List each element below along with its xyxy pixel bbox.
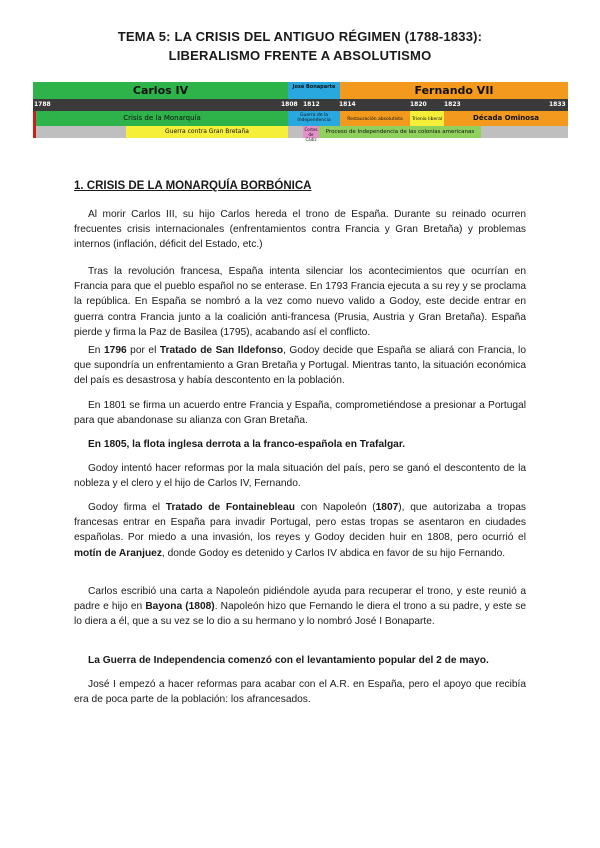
period-restauracion (340, 111, 410, 126)
year-1823: 1823 (444, 101, 461, 108)
year-1788: 1788 (34, 101, 51, 108)
title-line-1: TEMA 5: LA CRISIS DEL ANTIGUO RÉGIMEN (1788-1833): (117, 29, 483, 44)
reign-jose-label: José Bonaparte (292, 84, 336, 90)
year-1833: 1833 (549, 101, 566, 108)
event-guerra-gran-bretana: Guerra contra Gran Bretaña (126, 126, 288, 138)
period-trienio-liberal (410, 111, 444, 126)
event-cortes-cadiz (303, 126, 319, 142)
reign-fernando-vii: Fernando VII (340, 82, 568, 99)
years-bar (33, 99, 568, 111)
paragraph-6: Godoy intentó hacer reformas por la mala situación del país, pero se ganó el descontento de la nobleza y el clero y el hijo de Carlos IV, Fernando. (74, 463, 526, 490)
event-proceso-independencia: Proceso de Independencia de las colonias americanas (319, 126, 481, 138)
year-1820: 1820 (410, 101, 427, 108)
period-crisis-monarquia: Crisis de la Monarquía (36, 111, 288, 126)
year-1814: 1814 (339, 101, 356, 108)
paragraph-7: Godoy firma el Tratado de Fontainebleau con Napoleón (1807), que autorizaba a tropas francesas entrar en España para invadir Portugal, pero estas tropas se asentaron en ciudades españolas. Por miedo a una invasión, los reyes y Godoy deciden huir en 1808, pero ocurrió el motín de Aranjuez, donde Godoy es detenido y Carlos IV abdica en favor de su hijo Fernando. (74, 502, 526, 559)
paragraph-4: En 1801 se firma un acuerdo entre Francia y España, comprometiéndose a presionar a Portugal para que abandonase su alianza con Gran Bretaña. (74, 400, 526, 427)
paragraph-1: Al morir Carlos III, su hijo Carlos hereda el trono de España. Durante su reinado ocurren frecuentes crisis internacionales (enfrentamientos contra Francia y Gran Bretaña) y problemas internos (inflación, déficit del Estado, etc.) (74, 209, 526, 251)
period-guerra-independencia (288, 111, 340, 126)
event-gap-right (481, 126, 568, 138)
paragraph-2: Tras la revolución francesa, España intenta silenciar los acontecimientos que ocurrían en Francia para que el pueblo español no se enterase. En 1793 Francia ejecuta a su rey y se proclama la república. En España se nombró a la vez como nuevo valido a Godoy, este decide entrar en guerra contra Francia junto a la coalición anti-francesa (Prusia, Austria y Gran Bretaña). España pierde y firma la Paz de Basilea (1795), acabando así el conflicto. (74, 266, 526, 338)
period-guerra-label: Guerra de la Independencia (297, 113, 331, 123)
paragraph-9-guerra: La Guerra de Independencia comenzó con el levantamiento popular del 2 de mayo. (88, 655, 489, 666)
period-restauracion-label: Restauración absolutista (347, 117, 403, 122)
timeline (33, 82, 568, 140)
reign-jose-bonaparte (288, 82, 340, 99)
document-title (60, 27, 540, 65)
paragraph-8: Carlos escribió una carta a Napoleón pidiéndole ayuda para recuperar el trono, y este reunió a padre e hijo en Bayona (1808). Napoleón hizo que Fernando le diera el trono a su padre, y este se lo diera a él, que a su vez se lo dio a su hermano y lo nombró José I Bonaparte. (74, 586, 526, 628)
event-gap-left (36, 126, 126, 138)
event-gap-mid (288, 126, 303, 138)
period-trienio-label: Trienio liberal (411, 117, 443, 122)
year-1808: 1808 (281, 101, 298, 108)
reign-carlos-iv: Carlos IV (33, 82, 288, 99)
paragraph-10: José I empezó a hacer reformas para acabar con el A.R. en España, pero el apoyo que recibía era de poca parte de la población: los afrancesados. (74, 679, 526, 706)
period-decada-ominosa: Década Ominosa (444, 111, 568, 126)
paragraph-5-trafalgar: En 1805, la flota inglesa derrota a la franco-española en Trafalgar. (88, 439, 406, 450)
year-1812: 1812 (303, 101, 320, 108)
section-heading: 1. CRISIS DE LA MONARQUÍA BORBÓNICA (74, 180, 312, 192)
title-line-2: LIBERALISMO FRENTE A ABSOLUTISMO (168, 48, 432, 63)
event-cortes-label: Cortes de Cádiz (304, 127, 318, 142)
paragraph-3: En 1796 por el Tratado de San Ildefonso, Godoy decide que España se aliará con Francia, lo que supondría un enfrentamiento a Gran Bretaña y Portugal. Mientras tanto, la situación económica del país es desastrosa y había descontento en la población. (74, 345, 526, 387)
